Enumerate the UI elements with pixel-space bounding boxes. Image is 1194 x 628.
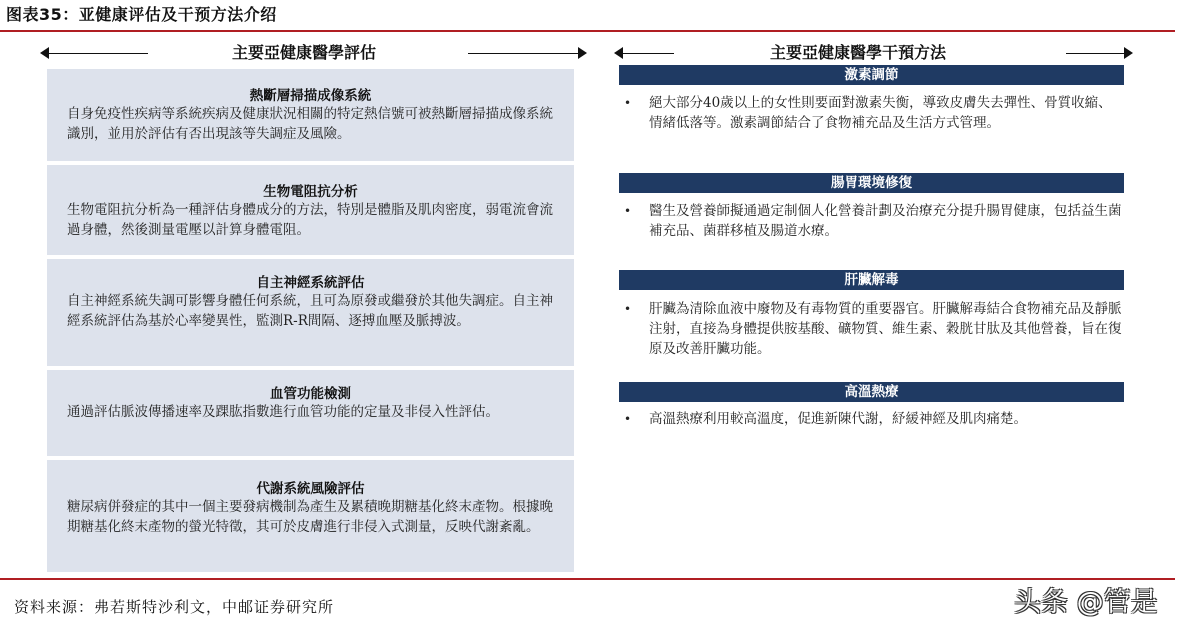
intervention-title-bar: 高溫熱療: [619, 382, 1124, 402]
assessment-body: 自主神經系統失調可影響身體任何系統，且可為原發或繼發於其他失調症。自主神經系統評估為基於心率變異性，監測R-R間隔、逐搏血壓及脈搏波。: [67, 293, 553, 329]
watermark: 头条 @管是: [1014, 587, 1158, 618]
intervention-body: 絕大部分40歲以上的女性則要面對激素失衡，導致皮膚失去彈性、骨質收縮、情緒低落等。激素調節結合了食物補充品及生活方式管理。: [649, 95, 1112, 131]
assessment-card: [47, 69, 574, 161]
right-header-label: 主要亞健康醫學干預方法: [770, 43, 947, 62]
assessment-card: [47, 460, 574, 572]
bullet-icon: •: [624, 96, 632, 110]
assessment-card: [47, 370, 574, 456]
intervention-body: 醫生及營養師擬通過定制個人化營養計劃及治療充分提升腸胃健康，包括益生菌補充品、菌群移植及腸道水療。: [649, 203, 1122, 239]
header-line-left: [622, 53, 674, 54]
header-line-right: [468, 53, 580, 54]
intervention-body: 高溫熱療利用較高溫度，促進新陳代謝，紓緩神經及肌肉痛楚。: [649, 411, 1027, 427]
arrow-right-icon: [1124, 47, 1133, 59]
assessment-title: 生物電阻抗分析: [263, 184, 358, 200]
assessment-body: 自身免疫性疾病等系統疾病及健康狀況相關的特定熱信號可被熱斷層掃描成像系統識別，並用於評估有否出現該等失調症及風險。: [67, 106, 553, 142]
assessment-body: 糖尿病併發症的其中一個主要發病機制為產生及累積晚期糖基化終末產物。根據晚期糖基化終末產物的螢光特徵，其可於皮膚進行非侵入式測量，反映代謝紊亂。: [67, 499, 553, 535]
assessment-card: [47, 165, 574, 255]
top-divider: [0, 30, 1175, 32]
intervention-bullet: [619, 93, 1124, 133]
intervention-title-bar: 激素調節: [619, 65, 1124, 85]
assessment-title: 自主神經系統評估: [256, 275, 365, 291]
bullet-icon: •: [624, 204, 632, 218]
assessment-body: 生物電阻抗分析為一種評估身體成分的方法，特別是體脂及肌肉密度，弱電流會流過身體，然後測量電壓以計算身體電阻。: [67, 202, 553, 238]
right-column-header: [614, 40, 1134, 66]
intervention-section: [619, 65, 1124, 133]
bullet-icon: •: [624, 412, 632, 426]
left-column-header: [40, 40, 590, 66]
left-header-label: 主要亞健康醫學評估: [232, 43, 377, 62]
figure-title: 图表35：亚健康评估及干预方法介绍: [6, 5, 277, 24]
bottom-divider: [0, 578, 1175, 580]
assessment-body: 通過評估脈波傳播速率及踝肱指數進行血管功能的定量及非侵入性評估。: [67, 404, 499, 420]
assessment-card: [47, 259, 574, 366]
intervention-bullet: [619, 201, 1124, 241]
intervention-bullet: [619, 299, 1124, 359]
intervention-title-bar: 腸胃環境修復: [619, 173, 1124, 193]
intervention-section: [619, 382, 1124, 429]
bullet-icon: •: [624, 302, 632, 316]
intervention-body: 肝臟為清除血液中廢物及有毒物質的重要器官。肝臟解毒結合食物補充品及靜脈注射，直接為身體提供胺基酸、礦物質、維生素、穀胱甘肽及其他營養，旨在復原及改善肝臟功能。: [649, 301, 1122, 357]
intervention-bullet: [619, 409, 1124, 429]
header-line-left: [48, 53, 148, 54]
source-note: 资料来源：弗若斯特沙利文，中邮证券研究所: [14, 598, 335, 616]
assessment-title: 血管功能檢測: [270, 386, 351, 402]
intervention-title-bar: 肝臟解毒: [619, 270, 1124, 290]
intervention-section: [619, 173, 1124, 241]
arrow-right-icon: [578, 47, 587, 59]
header-line-right: [1066, 53, 1126, 54]
assessment-title: 代謝系統風險評估: [256, 481, 365, 497]
assessment-title: 熱斷層掃描成像系統: [249, 88, 372, 104]
intervention-section: [619, 270, 1124, 359]
